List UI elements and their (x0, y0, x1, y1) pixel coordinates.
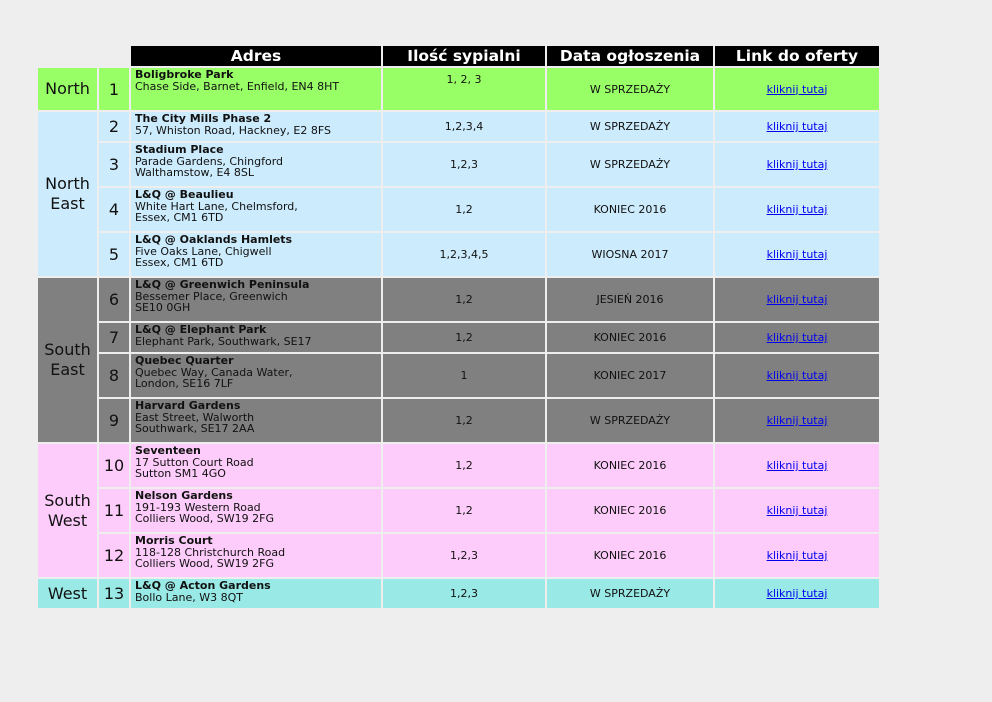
address-line: Bessemer Place, Greenwich (135, 289, 288, 303)
bedrooms-cell: 1,2 (383, 489, 545, 532)
listing-name: The City Mills Phase 2 (135, 112, 272, 125)
link-cell (715, 188, 879, 231)
link-cell (715, 534, 879, 577)
table-row (38, 112, 879, 141)
address-line: London, SE16 7LF (135, 377, 234, 390)
table-row (38, 489, 879, 532)
date-cell: W SPRZEDAŻY (547, 143, 713, 186)
region-west: West (38, 579, 97, 608)
listing-name: Seventeen (135, 444, 201, 457)
address-cell (131, 278, 381, 321)
bedrooms-cell: 1, 2, 3 (383, 68, 545, 110)
bedrooms-cell: 1 (383, 354, 545, 397)
offer-link[interactable]: kliknij tutaj (766, 414, 828, 427)
link-cell (715, 399, 879, 442)
offer-link[interactable]: kliknij tutaj (766, 158, 828, 171)
date-cell: WIOSNA 2017 (547, 233, 713, 276)
address-cell (131, 323, 381, 352)
row-number: 3 (99, 143, 129, 186)
date-cell: KONIEC 2016 (547, 188, 713, 231)
header-row (38, 46, 879, 66)
address-line: Colliers Wood, SW19 2FG (135, 557, 274, 570)
address-line: Elephant Park, Southwark, SE17 (135, 334, 312, 348)
address-line: Bollo Lane, W3 8QT (135, 590, 243, 604)
row-number: 2 (99, 112, 129, 141)
listings-table-container (36, 44, 881, 610)
date-cell: KONIEC 2016 (547, 323, 713, 352)
link-cell (715, 323, 879, 352)
offer-link[interactable]: kliknij tutaj (766, 293, 828, 306)
bedrooms-cell: 1,2,3,4 (383, 112, 545, 141)
address-line: Quebec Way, Canada Water, (135, 365, 293, 379)
address-cell (131, 444, 381, 487)
table-row (38, 278, 879, 321)
bedrooms-cell: 1,2 (383, 278, 545, 321)
link-cell (715, 143, 879, 186)
date-cell: W SPRZEDAŻY (547, 112, 713, 141)
row-number: 8 (99, 354, 129, 397)
bedrooms-cell: 1,2 (383, 323, 545, 352)
listing-name: L&Q @ Elephant Park (135, 323, 267, 336)
date-cell: JESIEŃ 2016 (547, 278, 713, 321)
address-cell (131, 399, 381, 442)
link-cell (715, 579, 879, 608)
listings-table (36, 44, 881, 610)
date-cell: KONIEC 2016 (547, 444, 713, 487)
link-cell (715, 112, 879, 141)
row-number: 10 (99, 444, 129, 487)
listing-name: Morris Court (135, 534, 213, 547)
address-line: Chase Side, Barnet, Enfield, EN4 8HT (135, 79, 340, 93)
link-cell (715, 278, 879, 321)
address-cell (131, 233, 381, 276)
address-line: White Hart Lane, Chelmsford, (135, 199, 298, 213)
link-cell (715, 489, 879, 532)
address-line: 118-128 Christchurch Road (135, 545, 286, 559)
header-blank-number (99, 46, 129, 66)
header-bedrooms: Ilość sypialni (383, 46, 545, 66)
date-cell: W SPRZEDAŻY (547, 68, 713, 110)
listing-name: L&Q @ Acton Gardens (135, 579, 271, 592)
table-row (38, 323, 879, 352)
offer-link[interactable]: kliknij tutaj (766, 248, 828, 261)
table-row (38, 579, 879, 608)
table-row (38, 188, 879, 231)
row-number: 13 (99, 579, 129, 608)
address-cell (131, 68, 381, 110)
row-number: 1 (99, 68, 129, 110)
table-row (38, 143, 879, 186)
offer-link[interactable]: kliknij tutaj (766, 82, 828, 96)
table-row (38, 354, 879, 397)
address-line: 57, Whiston Road, Hackney, E2 8FS (135, 123, 331, 137)
address-line: Essex, CM1 6TD (135, 256, 224, 269)
bedrooms-cell: 1,2 (383, 399, 545, 442)
row-number: 5 (99, 233, 129, 276)
row-number: 11 (99, 489, 129, 532)
address-cell (131, 354, 381, 397)
link-cell (715, 444, 879, 487)
link-cell (715, 233, 879, 276)
address-line: SE10 0GH (135, 301, 191, 314)
offer-link[interactable]: kliknij tutaj (766, 203, 828, 216)
bedrooms-cell: 1,2 (383, 444, 545, 487)
header-date: Data ogłoszenia (547, 46, 713, 66)
row-number: 6 (99, 278, 129, 321)
address-line: Walthamstow, E4 8SL (135, 166, 255, 179)
header-address: Adres (131, 46, 381, 66)
address-line: Five Oaks Lane, Chigwell (135, 244, 272, 258)
date-cell: W SPRZEDAŻY (547, 399, 713, 442)
address-cell (131, 579, 381, 608)
address-line: 191-193 Western Road (135, 500, 261, 514)
bedrooms-cell: 1,2 (383, 188, 545, 231)
date-cell: KONIEC 2017 (547, 354, 713, 397)
link-cell (715, 68, 879, 110)
listing-name: L&Q @ Oaklands Hamlets (135, 233, 293, 246)
address-cell (131, 489, 381, 532)
listing-name: Nelson Gardens (135, 489, 233, 502)
table-row (38, 68, 879, 110)
link-cell (715, 354, 879, 397)
header-blank-region (38, 46, 97, 66)
address-line: 17 Sutton Court Road (135, 455, 254, 469)
region-south-east: South East (38, 278, 97, 442)
address-line: Parade Gardens, Chingford (135, 154, 284, 168)
address-cell (131, 534, 381, 577)
region-north: North (38, 68, 97, 110)
date-cell: W SPRZEDAŻY (547, 579, 713, 608)
address-line: Southwark, SE17 2AA (135, 422, 255, 435)
listing-name: Harvard Gardens (135, 399, 241, 412)
table-row (38, 444, 879, 487)
region-north-east: North East (38, 112, 97, 276)
date-cell: KONIEC 2016 (547, 489, 713, 532)
offer-link[interactable]: kliknij tutaj (766, 587, 828, 600)
listing-name: L&Q @ Beaulieu (135, 188, 234, 201)
date-cell: KONIEC 2016 (547, 534, 713, 577)
bedrooms-cell: 1,2,3 (383, 579, 545, 608)
table-row (38, 399, 879, 442)
offer-link[interactable]: kliknij tutaj (766, 459, 828, 472)
address-cell (131, 143, 381, 186)
bedrooms-cell: 1,2,3 (383, 534, 545, 577)
address-line: East Street, Walworth (135, 410, 255, 424)
listing-name: Stadium Place (135, 143, 224, 156)
address-line: Essex, CM1 6TD (135, 211, 224, 224)
bedrooms-cell: 1,2,3,4,5 (383, 233, 545, 276)
address-line: Colliers Wood, SW19 2FG (135, 512, 274, 525)
row-number: 12 (99, 534, 129, 577)
address-cell (131, 112, 381, 141)
table-row (38, 534, 879, 577)
row-number: 9 (99, 399, 129, 442)
offer-link[interactable]: kliknij tutaj (766, 549, 828, 562)
listing-name: Quebec Quarter (135, 354, 234, 367)
header-link: Link do oferty (715, 46, 879, 66)
row-number: 7 (99, 323, 129, 352)
listing-name: L&Q @ Greenwich Peninsula (135, 278, 310, 291)
table-row (38, 233, 879, 276)
bedrooms-cell: 1,2,3 (383, 143, 545, 186)
offer-link[interactable]: kliknij tutaj (766, 369, 828, 382)
offer-link[interactable]: kliknij tutaj (766, 331, 828, 344)
region-south-west: South West (38, 444, 97, 577)
listing-name: Boligbroke Park (135, 68, 234, 81)
offer-link[interactable]: kliknij tutaj (766, 504, 828, 517)
address-line: Sutton SM1 4GO (135, 467, 226, 480)
row-number: 4 (99, 188, 129, 231)
offer-link[interactable]: kliknij tutaj (766, 120, 828, 133)
address-cell (131, 188, 381, 231)
